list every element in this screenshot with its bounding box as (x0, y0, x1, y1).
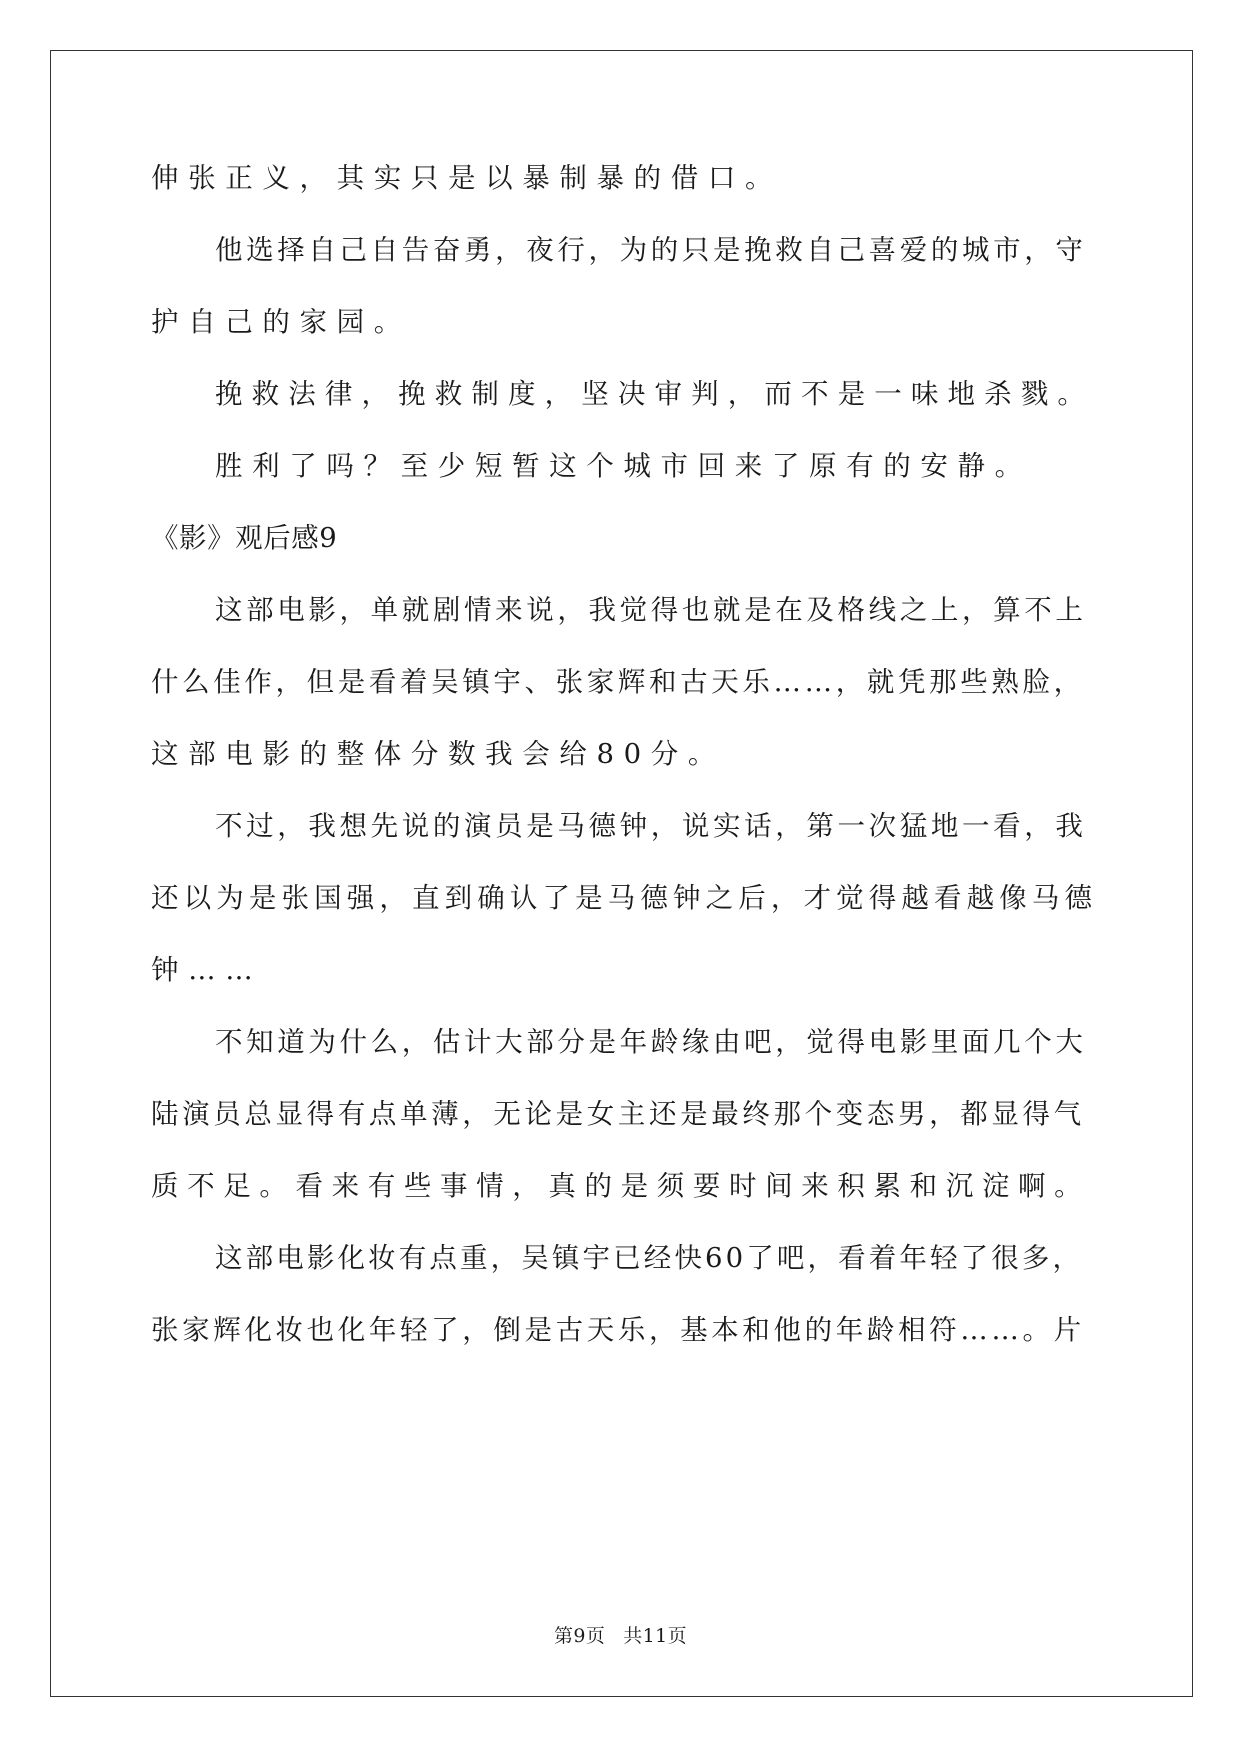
text-line: 陆演员总显得有点单薄，无论是女主还是最终那个变态男，都显得气 (151, 1098, 1085, 1130)
text-line: 质不足。看来有些事情，真的是须要时间来积累和沉淀啊。 (151, 1170, 1091, 1202)
text-line: 胜利了吗？至少短暂这个城市回来了原有的安静。 (215, 450, 1032, 482)
text-line: 这部电影，单就剧情来说，我觉得也就是在及格线之上，算不上 (215, 594, 1087, 626)
text-line: 还以为是张国强，直到确认了是马德钟之后，才觉得越看越像马德 (151, 882, 1098, 914)
text-line: 伸张正义，其实只是以暴制暴的借口。 (151, 162, 783, 194)
text-line: 这部电影的整体分数我会给80分。 (151, 738, 725, 770)
text-line: 这部电影化妆有点重，吴镇宇已经快60了吧，看着年轻了很多， (215, 1242, 1084, 1274)
text-line: 不过，我想先说的演员是马德钟，说实话，第一次猛地一看，我 (215, 810, 1087, 842)
text-line: 他选择自己自告奋勇，夜行，为的只是挽救自己喜爱的城市，守 (215, 234, 1087, 266)
text-line: 钟…… (151, 954, 263, 986)
page-footer (0, 1624, 1241, 1648)
text-line: 张家辉化妆也化年轻了，倒是古天乐，基本和他的年龄相符……。片 (151, 1314, 1085, 1346)
page-number: 第9页 (554, 1625, 606, 1647)
text-line: 什么佳作，但是看着吴镇宇、张家辉和古天乐……，就凭那些熟脸， (151, 666, 1085, 698)
text-line: 挽救法律，挽救制度，坚决审判，而不是一味地杀戮。 (215, 378, 1094, 410)
text-line: 护自己的家园。 (151, 306, 411, 338)
page-total: 共11页 (623, 1625, 687, 1647)
text-line: 不知道为什么，估计大部分是年龄缘由吧，觉得电影里面几个大 (215, 1026, 1087, 1058)
page-border (50, 50, 1193, 1697)
section-heading: 《影》观后感9 (151, 522, 338, 554)
